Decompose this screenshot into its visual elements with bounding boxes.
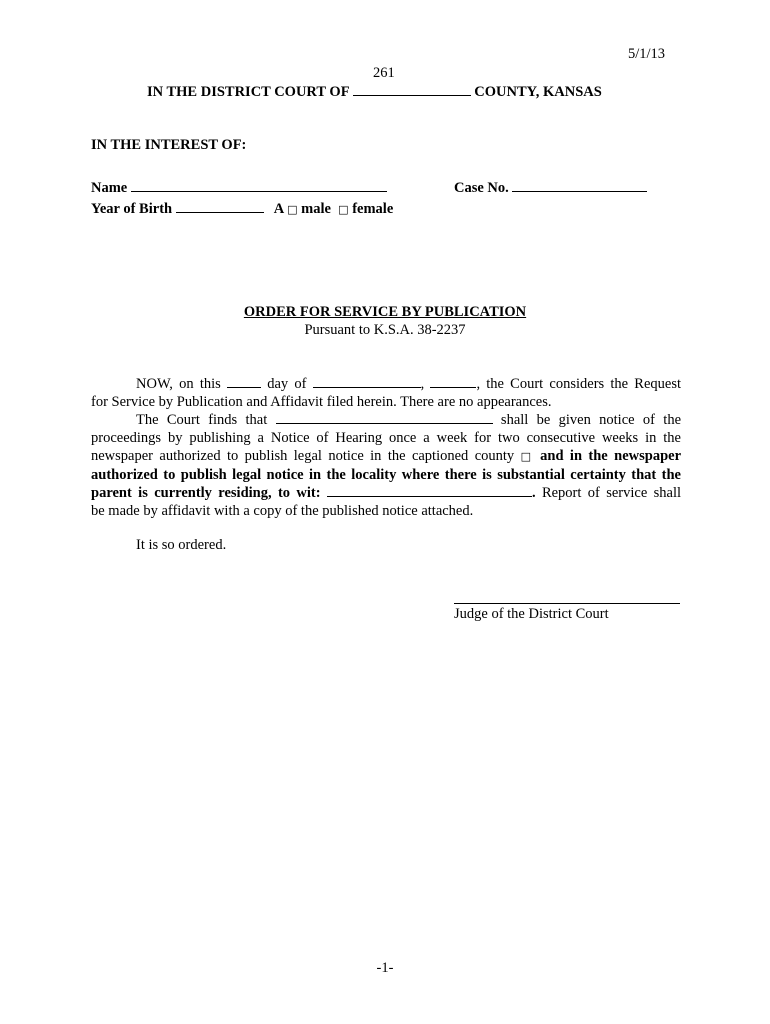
to-wit-text: parent is currently residing, to wit: bbox=[91, 485, 321, 501]
court-heading bbox=[147, 83, 602, 101]
year-of-birth-row bbox=[91, 200, 393, 218]
court-prefix: IN THE DISTRICT COURT OF bbox=[147, 84, 350, 100]
female-checkbox[interactable]: □ bbox=[338, 203, 349, 216]
body-line-3 bbox=[91, 411, 681, 429]
day-blank-field[interactable] bbox=[227, 375, 261, 388]
name-blank-field[interactable] bbox=[131, 179, 387, 192]
body-line-1: NOW, on this day of , , the Court considers the Request bbox=[136, 376, 682, 392]
judge-signature-line[interactable] bbox=[454, 603, 680, 604]
order-subtitle: Pursuant to K.S.A. 38-2237 bbox=[304, 322, 466, 338]
case-number-blank-field[interactable] bbox=[512, 179, 647, 192]
now-on-this-text: NOW, on this bbox=[136, 376, 221, 392]
body-line-5 bbox=[91, 447, 681, 466]
a-label: A bbox=[273, 201, 284, 217]
month-blank-field[interactable] bbox=[313, 375, 421, 388]
party-blank-field[interactable] bbox=[276, 411, 493, 424]
body-line-2: for Service by Publication and Affidavit filed herein. There are no appearances. bbox=[91, 394, 552, 410]
name-label: Name bbox=[91, 180, 128, 196]
order-body bbox=[91, 375, 681, 520]
day-of-text: day of bbox=[267, 376, 307, 392]
court-finds-text: The Court finds that bbox=[136, 412, 268, 428]
interest-of-heading: IN THE INTEREST OF: bbox=[91, 137, 247, 153]
female-label: female bbox=[352, 201, 394, 217]
captioned-county-text: newspaper authorized to publish legal notice in the captioned county bbox=[91, 448, 515, 464]
male-label: male bbox=[301, 201, 331, 217]
body-line-7 bbox=[91, 484, 681, 502]
court-considers-text: , the Court considers the Request bbox=[476, 376, 682, 392]
body-line-6: authorized to publish legal notice in the locality where there is substantial certainty that the bbox=[91, 467, 681, 483]
case-number-label: Case No. bbox=[454, 180, 509, 196]
year-of-birth-label: Year of Birth bbox=[91, 201, 173, 217]
county-blank-field[interactable] bbox=[353, 83, 471, 96]
case-number-row bbox=[454, 179, 647, 197]
report-of-service-text: Report of service shall bbox=[541, 485, 682, 501]
name-row bbox=[91, 179, 387, 197]
so-ordered-text: It is so ordered. bbox=[136, 537, 227, 553]
male-checkbox[interactable]: □ bbox=[287, 203, 298, 216]
body-line-8: be made by affidavit with a copy of the published notice attached. bbox=[91, 503, 474, 519]
body-line-4: proceedings by publishing a Notice of Hearing once a week for two consecutive weeks in the bbox=[91, 430, 681, 446]
form-number: 261 bbox=[373, 65, 395, 81]
page-number: -1- bbox=[376, 960, 394, 976]
order-title: ORDER FOR SERVICE BY PUBLICATION bbox=[243, 304, 527, 320]
and-newspaper-text: and in the newspaper bbox=[540, 448, 682, 464]
given-notice-text: shall be given notice of the bbox=[500, 412, 682, 428]
locality-blank-field[interactable] bbox=[327, 484, 532, 497]
document-date: 5/1/13 bbox=[628, 46, 666, 62]
year-blank-field[interactable] bbox=[430, 375, 476, 388]
captioned-county-checkbox[interactable]: □ bbox=[520, 450, 534, 463]
year-of-birth-blank-field[interactable] bbox=[176, 200, 264, 213]
judge-label: Judge of the District Court bbox=[454, 606, 609, 622]
to-wit-period: . bbox=[531, 485, 536, 501]
court-suffix: COUNTY, KANSAS bbox=[474, 84, 602, 100]
